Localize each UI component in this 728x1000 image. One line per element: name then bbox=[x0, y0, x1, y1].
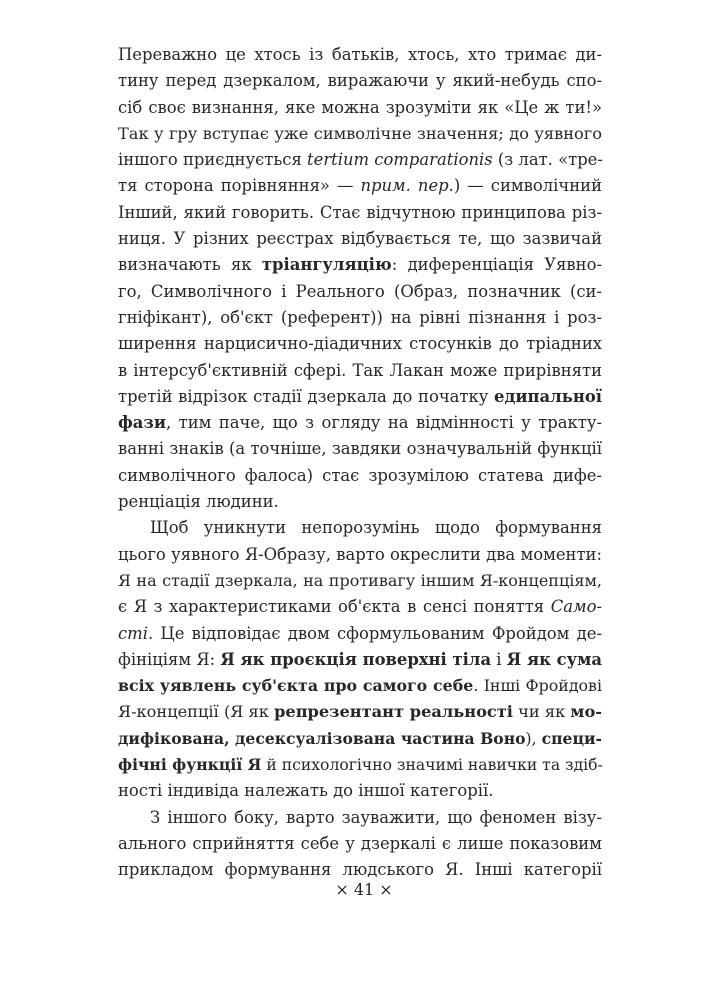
bold-text: Я як сума bbox=[506, 649, 602, 669]
text-segment: ренціація людини. bbox=[118, 492, 279, 512]
bold-text: репрезентант реальності bbox=[274, 702, 513, 722]
text-line bbox=[118, 647, 602, 673]
bold-text: всіх уявлень суб'єкта про самого себе bbox=[118, 676, 474, 696]
text-line bbox=[118, 726, 602, 752]
text-line bbox=[118, 621, 602, 647]
bold-text: мо- bbox=[570, 702, 602, 722]
text-segment: З іншого боку, варто зауважити, що феномен візу- bbox=[150, 807, 602, 827]
text-line bbox=[118, 305, 602, 331]
italic-text: сті bbox=[118, 623, 148, 643]
text-segment: Щоб уникнути непорозумінь щодо формування bbox=[150, 518, 602, 538]
text-line bbox=[118, 699, 602, 725]
text-segment: Інший, який говорить. Стає відчутною принципова різ- bbox=[118, 202, 602, 222]
text-line bbox=[118, 252, 602, 278]
text-segment: є Я з характеристиками об'єкта в сенсі поняття bbox=[118, 597, 551, 617]
italic-text: tertium comparationis bbox=[307, 150, 493, 170]
text-segment: , тим паче, що з огляду на відмінності у тракту- bbox=[166, 413, 602, 433]
bold-text: фази bbox=[118, 413, 167, 433]
text-line bbox=[118, 594, 602, 620]
text-line bbox=[118, 121, 602, 147]
text-segment: (з лат. «тре- bbox=[492, 150, 603, 170]
text-segment: ального сприйняття себе у дзеркалі є лише показовим bbox=[118, 833, 602, 853]
bold-text: тріангуляцію bbox=[261, 255, 392, 275]
text-segment: го, Символічного і Реального (Образ, позначник (си- bbox=[118, 281, 602, 301]
text-segment: іншого приєднується bbox=[118, 150, 308, 170]
text-segment: . Інші Фройдові bbox=[473, 676, 603, 696]
text-line bbox=[118, 42, 602, 68]
bold-text: фічні функції Я bbox=[118, 755, 262, 775]
text-segment: й психологічно значимі навички та здіб- bbox=[261, 756, 603, 775]
text-line bbox=[118, 831, 602, 857]
text-segment: тя сторона порівняння» — bbox=[118, 176, 361, 196]
text-segment: прикладом формування людського Я. Інші категорії bbox=[118, 860, 602, 880]
text-segment: Переважно це хтось із батьків, хтось, хто тримає ди- bbox=[118, 45, 602, 64]
text-segment: символічного фалоса) стає зрозумілою статева дифе- bbox=[118, 465, 602, 485]
text-segment: фініціям Я: bbox=[118, 649, 221, 669]
text-segment: визначають як bbox=[118, 255, 262, 275]
text-line bbox=[118, 778, 602, 804]
text-segment: чи як bbox=[512, 702, 571, 722]
text-segment: ширення нарцисично-діадичних стосунків до тріадних bbox=[118, 334, 602, 354]
text-segment: Я-концепції (Я як bbox=[118, 702, 275, 722]
text-segment: ниця. У різних реєстрах відбувається те, що зазвичай bbox=[118, 229, 602, 249]
text-line bbox=[118, 384, 602, 410]
italic-text: прим. пер. bbox=[360, 176, 454, 196]
bold-text: специ- bbox=[541, 728, 602, 748]
text-segment: : диференціація Уявно- bbox=[391, 255, 602, 275]
text-segment: в інтерсуб'єктивній сфері. Так Лакан може прирівняти bbox=[118, 360, 602, 380]
text-segment: гніфікант), об'єкт (референт)) на рівні пізнання і роз- bbox=[118, 307, 602, 327]
text-segment: ) — символічний bbox=[453, 176, 602, 196]
text-segment: сіб своє визнання, яке можна зрозуміти як «Це ж ти!» bbox=[118, 97, 602, 117]
text-line bbox=[118, 436, 602, 462]
text-line bbox=[118, 173, 602, 199]
text-line bbox=[118, 752, 602, 778]
text-line bbox=[118, 568, 602, 594]
bold-text: дифікована, десексуалізована частина Воно bbox=[118, 728, 526, 748]
page-number: × 41 × bbox=[335, 880, 393, 899]
text-line bbox=[118, 805, 602, 831]
text-line bbox=[118, 463, 602, 489]
text-segment: ), bbox=[525, 729, 542, 748]
text-segment: Так у гру вступає уже символічне значення; до уявного bbox=[118, 123, 602, 143]
text-line bbox=[118, 542, 602, 568]
text-segment: і bbox=[491, 649, 507, 669]
text-segment: тину перед дзеркалом, виражаючи у який-небудь спо- bbox=[118, 71, 602, 91]
text-segment: третій відрізок стадії дзеркала до початку bbox=[118, 386, 495, 406]
text-line bbox=[118, 226, 602, 252]
text-line bbox=[118, 95, 602, 121]
italic-text: Само- bbox=[550, 597, 602, 617]
bold-text: едипальної bbox=[494, 386, 602, 406]
text-segment: цього уявного Я-Образу, варто окреслити два моменти: bbox=[118, 544, 602, 564]
text-line bbox=[118, 410, 602, 436]
text-line bbox=[118, 147, 602, 173]
text-segment: ності індивіда належать до іншої категорії. bbox=[118, 781, 494, 801]
text-line bbox=[118, 673, 602, 699]
bold-text: Я як проєкція поверхні тіла bbox=[220, 649, 492, 669]
text-line bbox=[118, 489, 602, 515]
text-line bbox=[118, 358, 602, 384]
page-body bbox=[118, 42, 602, 884]
text-line bbox=[118, 200, 602, 226]
text-line bbox=[118, 331, 602, 357]
text-line bbox=[118, 279, 602, 305]
text-segment: ванні знаків (а точніше, завдяки означувальній функції bbox=[118, 439, 602, 459]
text-segment: . Це відповідає двом сформульованим Фройдом де- bbox=[147, 623, 602, 643]
text-line bbox=[118, 515, 602, 541]
text-line bbox=[118, 68, 602, 94]
text-segment: Я на стадії дзеркала, на противагу іншим Я-концепціям, bbox=[118, 570, 602, 590]
